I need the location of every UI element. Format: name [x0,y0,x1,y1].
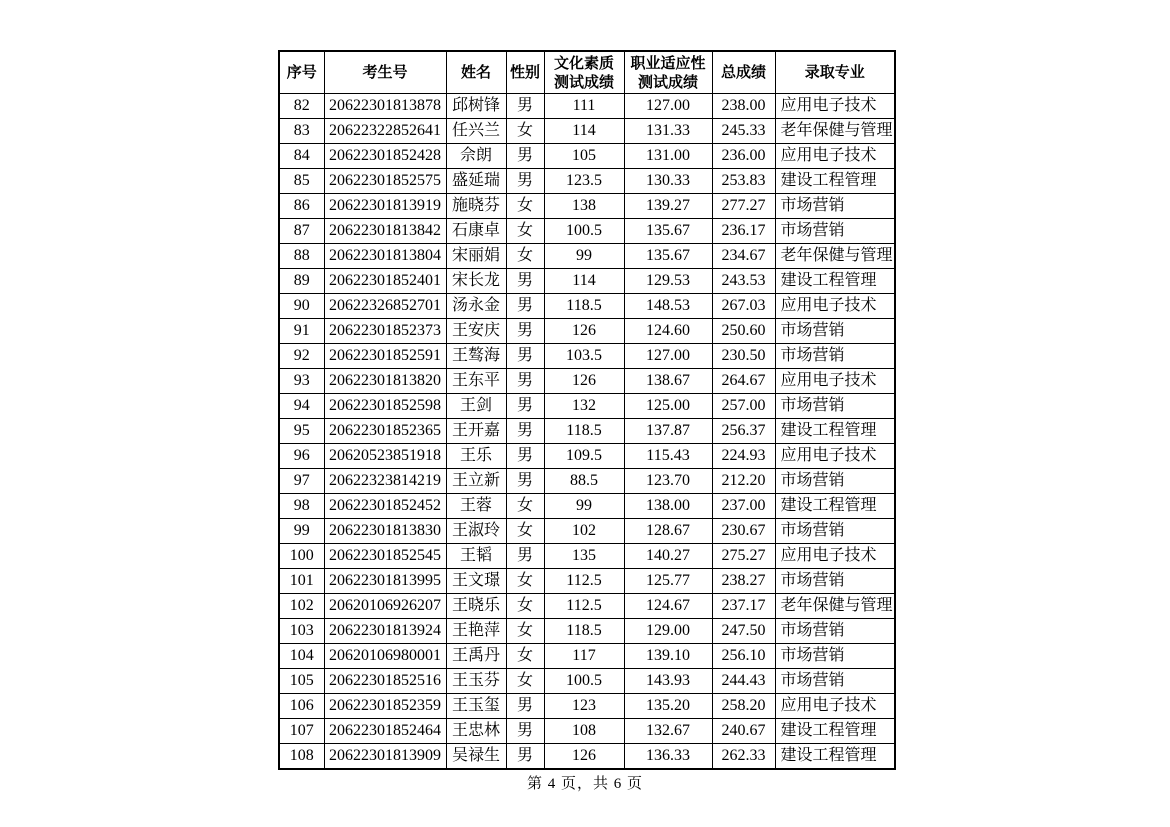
cell-total-score: 237.17 [712,594,775,619]
cell-culture-score: 112.5 [544,569,624,594]
cell-name: 王玉芬 [446,669,506,694]
cell-gender: 男 [506,269,544,294]
column-header-candidate-no [324,51,446,94]
cell-name: 王淑玲 [446,519,506,544]
cell-index: 94 [279,394,324,419]
cell-candidate-no: 20622301813909 [324,744,446,770]
cell-culture-score: 114 [544,269,624,294]
cell-aptitude-score: 139.10 [624,644,712,669]
cell-major: 老年保健与管理 [775,594,895,619]
cell-index: 96 [279,444,324,469]
cell-name: 王安庆 [446,319,506,344]
cell-name: 王晓乐 [446,594,506,619]
cell-culture-score: 126 [544,319,624,344]
cell-major: 市场营销 [775,669,895,694]
cell-candidate-no: 20622301813804 [324,244,446,269]
cell-name: 宋丽娟 [446,244,506,269]
cell-major: 应用电子技术 [775,294,895,319]
cell-total-score: 240.67 [712,719,775,744]
cell-culture-score: 103.5 [544,344,624,369]
cell-candidate-no: 20622301813924 [324,619,446,644]
table-header-row [279,51,895,94]
cell-major: 市场营销 [775,569,895,594]
cell-culture-score: 117 [544,644,624,669]
cell-total-score: 238.00 [712,94,775,119]
cell-aptitude-score: 129.53 [624,269,712,294]
cell-gender: 女 [506,519,544,544]
cell-culture-score: 126 [544,744,624,770]
cell-gender: 女 [506,494,544,519]
cell-name: 王开嘉 [446,419,506,444]
cell-aptitude-score: 128.67 [624,519,712,544]
cell-total-score: 237.00 [712,494,775,519]
cell-name: 王骜海 [446,344,506,369]
cell-total-score: 256.37 [712,419,775,444]
cell-culture-score: 123.5 [544,169,624,194]
cell-gender: 男 [506,544,544,569]
column-header-index [279,51,324,94]
cell-index: 91 [279,319,324,344]
table-row [279,369,895,394]
cell-name: 施晓芬 [446,194,506,219]
cell-aptitude-score: 131.00 [624,144,712,169]
column-header-total-score-line: 总成绩 [720,64,766,81]
cell-culture-score: 105 [544,144,624,169]
cell-gender: 女 [506,194,544,219]
cell-aptitude-score: 143.93 [624,669,712,694]
cell-index: 83 [279,119,324,144]
cell-total-score: 230.50 [712,344,775,369]
cell-index: 102 [279,594,324,619]
cell-aptitude-score: 137.87 [624,419,712,444]
cell-major: 建设工程管理 [775,494,895,519]
cell-index: 95 [279,419,324,444]
cell-aptitude-score: 123.70 [624,469,712,494]
cell-index: 97 [279,469,324,494]
table-row [279,494,895,519]
cell-aptitude-score: 125.00 [624,394,712,419]
table-row [279,94,895,119]
cell-major: 应用电子技术 [775,544,895,569]
cell-major: 市场营销 [775,619,895,644]
cell-index: 100 [279,544,324,569]
cell-culture-score: 100.5 [544,219,624,244]
cell-total-score: 212.20 [712,469,775,494]
cell-total-score: 236.00 [712,144,775,169]
column-header-index-line: 序号 [286,64,317,81]
cell-major: 市场营销 [775,319,895,344]
table-row [279,594,895,619]
cell-candidate-no: 20622323814219 [324,469,446,494]
cell-aptitude-score: 125.77 [624,569,712,594]
cell-gender: 女 [506,644,544,669]
cell-gender: 男 [506,394,544,419]
column-header-aptitude-score [624,51,712,94]
cell-major: 应用电子技术 [775,694,895,719]
cell-name: 佘朗 [446,144,506,169]
cell-name: 王玉玺 [446,694,506,719]
cell-aptitude-score: 131.33 [624,119,712,144]
cell-major: 建设工程管理 [775,419,895,444]
cell-name: 王东平 [446,369,506,394]
cell-total-score: 243.53 [712,269,775,294]
table-row [279,119,895,144]
page-indicator: 第 4 页，共 6 页 [526,776,643,792]
cell-candidate-no: 20622301813919 [324,194,446,219]
cell-candidate-no: 20620106926207 [324,594,446,619]
table-row [279,519,895,544]
cell-culture-score: 100.5 [544,669,624,694]
table-row [279,144,895,169]
cell-gender: 女 [506,619,544,644]
cell-culture-score: 118.5 [544,419,624,444]
cell-gender: 男 [506,94,544,119]
cell-major: 市场营销 [775,219,895,244]
table-row [279,394,895,419]
table-row [279,194,895,219]
cell-culture-score: 138 [544,194,624,219]
cell-name: 石康卓 [446,219,506,244]
cell-candidate-no: 20622301852452 [324,494,446,519]
table-row [279,344,895,369]
cell-name: 吴禄生 [446,744,506,770]
cell-index: 99 [279,519,324,544]
table-row [279,694,895,719]
table-row [279,419,895,444]
cell-culture-score: 135 [544,544,624,569]
table-row [279,669,895,694]
cell-total-score: 264.67 [712,369,775,394]
cell-aptitude-score: 136.33 [624,744,712,770]
cell-culture-score: 118.5 [544,619,624,644]
table-row [279,319,895,344]
cell-aptitude-score: 124.67 [624,594,712,619]
table-row [279,744,895,770]
cell-index: 89 [279,269,324,294]
cell-gender: 男 [506,319,544,344]
cell-major: 应用电子技术 [775,369,895,394]
cell-gender: 女 [506,244,544,269]
cell-culture-score: 102 [544,519,624,544]
cell-name: 汤永金 [446,294,506,319]
cell-name: 王乐 [446,444,506,469]
cell-candidate-no: 20620106980001 [324,644,446,669]
cell-aptitude-score: 140.27 [624,544,712,569]
cell-total-score: 275.27 [712,544,775,569]
cell-aptitude-score: 127.00 [624,94,712,119]
cell-gender: 女 [506,219,544,244]
cell-major: 建设工程管理 [775,169,895,194]
cell-total-score: 267.03 [712,294,775,319]
table-row [279,244,895,269]
cell-candidate-no: 20622301813830 [324,519,446,544]
cell-index: 92 [279,344,324,369]
cell-index: 104 [279,644,324,669]
admission-score-table [278,50,896,770]
cell-major: 建设工程管理 [775,719,895,744]
cell-gender: 女 [506,594,544,619]
cell-aptitude-score: 138.00 [624,494,712,519]
cell-culture-score: 126 [544,369,624,394]
cell-total-score: 257.00 [712,394,775,419]
cell-culture-score: 99 [544,494,624,519]
table-row [279,469,895,494]
cell-total-score: 256.10 [712,644,775,669]
column-header-culture-score [544,51,624,94]
cell-culture-score: 88.5 [544,469,624,494]
cell-total-score: 277.27 [712,194,775,219]
cell-index: 105 [279,669,324,694]
cell-major: 应用电子技术 [775,444,895,469]
cell-major: 市场营销 [775,344,895,369]
cell-culture-score: 111 [544,94,624,119]
column-header-total-score [712,51,775,94]
table-row [279,719,895,744]
cell-culture-score: 114 [544,119,624,144]
cell-index: 84 [279,144,324,169]
cell-culture-score: 108 [544,719,624,744]
column-header-gender-line: 性别 [509,64,540,81]
cell-candidate-no: 20622301852545 [324,544,446,569]
cell-candidate-no: 20620523851918 [324,444,446,469]
column-header-name [446,51,506,94]
cell-index: 106 [279,694,324,719]
table-row [279,644,895,669]
column-header-aptitude-score-line: 职业适应性 [630,54,706,72]
cell-major: 市场营销 [775,644,895,669]
cell-candidate-no: 20622301813842 [324,219,446,244]
cell-aptitude-score: 130.33 [624,169,712,194]
cell-name: 王文璟 [446,569,506,594]
cell-gender: 男 [506,719,544,744]
cell-aptitude-score: 129.00 [624,619,712,644]
cell-major: 老年保健与管理 [775,244,895,269]
cell-major: 建设工程管理 [775,269,895,294]
cell-gender: 男 [506,469,544,494]
cell-candidate-no: 20622301813878 [324,94,446,119]
cell-name: 王立新 [446,469,506,494]
cell-candidate-no: 20622301852516 [324,669,446,694]
cell-culture-score: 118.5 [544,294,624,319]
column-header-major [775,51,895,94]
cell-aptitude-score: 138.67 [624,369,712,394]
cell-culture-score: 112.5 [544,594,624,619]
cell-gender: 女 [506,669,544,694]
cell-major: 建设工程管理 [775,744,895,770]
cell-candidate-no: 20622322852641 [324,119,446,144]
table-row [279,569,895,594]
cell-total-score: 238.27 [712,569,775,594]
table-row [279,619,895,644]
cell-candidate-no: 20622301852428 [324,144,446,169]
cell-name: 宋长龙 [446,269,506,294]
cell-name: 王剑 [446,394,506,419]
cell-candidate-no: 20622301852373 [324,319,446,344]
column-header-name-line: 姓名 [460,64,491,81]
column-header-candidate-no-line: 考生号 [362,64,408,81]
cell-index: 103 [279,619,324,644]
cell-name: 王艳萍 [446,619,506,644]
cell-aptitude-score: 135.67 [624,244,712,269]
cell-name: 王韬 [446,544,506,569]
cell-name: 王忠林 [446,719,506,744]
cell-aptitude-score: 132.67 [624,719,712,744]
cell-culture-score: 132 [544,394,624,419]
cell-gender: 男 [506,144,544,169]
cell-aptitude-score: 124.60 [624,319,712,344]
column-header-culture-score-line: 文化素质 [553,54,614,72]
cell-index: 108 [279,744,324,770]
cell-name: 王禹丹 [446,644,506,669]
cell-gender: 男 [506,369,544,394]
cell-name: 盛延瑞 [446,169,506,194]
column-header-gender [506,51,544,94]
cell-culture-score: 109.5 [544,444,624,469]
table-row [279,444,895,469]
column-header-major-line: 录取专业 [804,64,865,81]
cell-gender: 男 [506,744,544,770]
cell-candidate-no: 20622301852598 [324,394,446,419]
cell-index: 98 [279,494,324,519]
cell-major: 市场营销 [775,519,895,544]
cell-candidate-no: 20622301852464 [324,719,446,744]
cell-total-score: 230.67 [712,519,775,544]
cell-total-score: 224.93 [712,444,775,469]
table-body [279,94,895,770]
cell-name: 任兴兰 [446,119,506,144]
cell-gender: 男 [506,419,544,444]
cell-major: 市场营销 [775,394,895,419]
cell-gender: 男 [506,694,544,719]
cell-candidate-no: 20622301852401 [324,269,446,294]
column-header-aptitude-score-line: 测试成绩 [637,73,698,91]
cell-total-score: 245.33 [712,119,775,144]
cell-index: 101 [279,569,324,594]
column-header-culture-score-line: 测试成绩 [553,73,614,91]
cell-major: 应用电子技术 [775,94,895,119]
cell-candidate-no: 20622301852365 [324,419,446,444]
cell-gender: 男 [506,169,544,194]
cell-gender: 女 [506,119,544,144]
cell-candidate-no: 20622301852359 [324,694,446,719]
cell-index: 93 [279,369,324,394]
table-row [279,269,895,294]
cell-total-score: 262.33 [712,744,775,770]
cell-aptitude-score: 148.53 [624,294,712,319]
cell-index: 90 [279,294,324,319]
cell-aptitude-score: 127.00 [624,344,712,369]
cell-culture-score: 123 [544,694,624,719]
cell-major: 市场营销 [775,194,895,219]
cell-index: 82 [279,94,324,119]
cell-aptitude-score: 135.67 [624,219,712,244]
cell-major: 应用电子技术 [775,144,895,169]
cell-total-score: 236.17 [712,219,775,244]
cell-gender: 女 [506,569,544,594]
table-row [279,169,895,194]
cell-total-score: 250.60 [712,319,775,344]
cell-total-score: 247.50 [712,619,775,644]
table-row [279,219,895,244]
cell-major: 市场营销 [775,469,895,494]
cell-candidate-no: 20622326852701 [324,294,446,319]
cell-total-score: 253.83 [712,169,775,194]
cell-index: 107 [279,719,324,744]
cell-total-score: 258.20 [712,694,775,719]
cell-index: 87 [279,219,324,244]
cell-name: 王蓉 [446,494,506,519]
table-header [279,51,895,94]
cell-name: 邱树锋 [446,94,506,119]
cell-total-score: 244.43 [712,669,775,694]
cell-aptitude-score: 115.43 [624,444,712,469]
cell-gender: 男 [506,444,544,469]
cell-index: 86 [279,194,324,219]
table-row [279,544,895,569]
cell-gender: 男 [506,294,544,319]
cell-aptitude-score: 139.27 [624,194,712,219]
cell-total-score: 234.67 [712,244,775,269]
cell-index: 85 [279,169,324,194]
cell-candidate-no: 20622301813820 [324,369,446,394]
cell-index: 88 [279,244,324,269]
cell-candidate-no: 20622301852591 [324,344,446,369]
cell-candidate-no: 20622301813995 [324,569,446,594]
cell-aptitude-score: 135.20 [624,694,712,719]
cell-candidate-no: 20622301852575 [324,169,446,194]
cell-gender: 男 [506,344,544,369]
table-row [279,294,895,319]
cell-culture-score: 99 [544,244,624,269]
cell-major: 老年保健与管理 [775,119,895,144]
